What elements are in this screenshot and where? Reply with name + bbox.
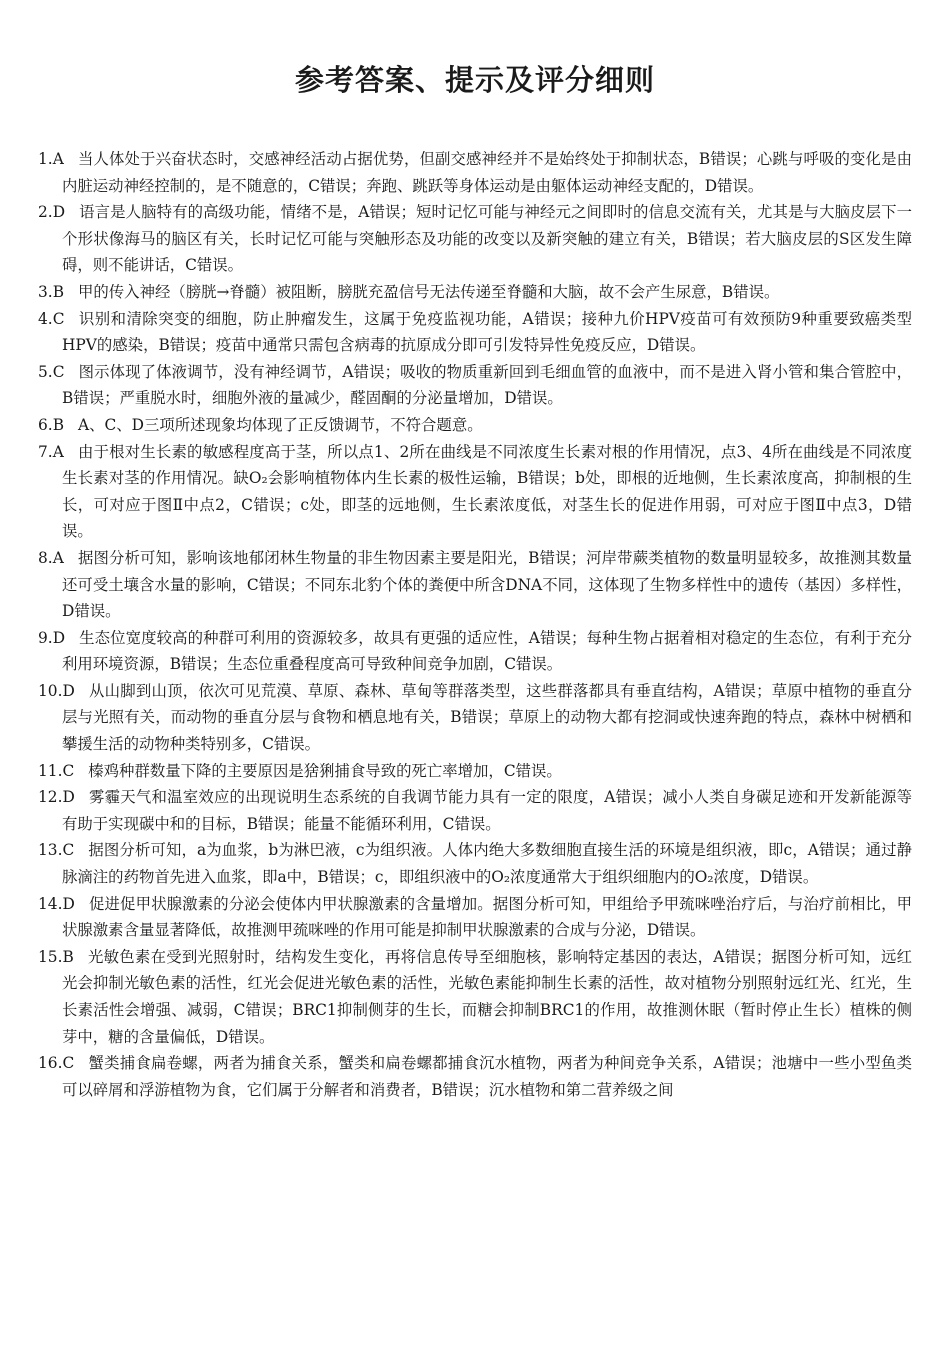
answer-key: D xyxy=(52,628,66,647)
explanation: 生态位宽度较高的种群可利用的资源较多，故具有更强的适应性，A错误；每种生物占据着相对稳定的生态位，有利于充分利用环境资源，B错误；生态位重叠程度高可导致种间竞争加剧，C错误。 xyxy=(62,628,912,674)
answer-key: D xyxy=(52,203,66,222)
answer-item-16 xyxy=(38,1050,912,1103)
item-number: 8. xyxy=(38,548,53,567)
answer-item-5 xyxy=(38,359,912,412)
explanation: 由于根对生长素的敏感程度高于茎，所以点1、2所在曲线是不同浓度生长素对根的作用情况，点3、4所在曲线是不同浓度生长素对茎的作用情况。缺O₂会影响植物体内生长素的极性运输，B错误；b处，即根的近地侧，生长素浓度高，抑制根的生长，可对应于图Ⅱ中点2，C错误；c处，即茎的远地侧，生长素浓度低，对茎生长的促进作用弱，可对应于图Ⅱ中点3，D错误。 xyxy=(62,442,912,541)
explanation: 语言是人脑特有的高级功能，情绪不是，A错误；短时记忆可能与神经元之间即时的信息交流有关，尤其是与大脑皮层下一个形状像海马的脑区有关，长时记忆可能与突触形态及功能的改变以及新突触的建立有关，B错误；若大脑皮层的S区发生障碍，则不能讲话，C错误。 xyxy=(62,203,912,275)
item-number: 10. xyxy=(38,681,63,700)
answer-item-8 xyxy=(38,545,912,625)
explanation: 光敏色素在受到光照射时，结构发生变化，再将信息传导至细胞核，影响特定基因的表达，A错误；据图分析可知，远红光会抑制光敏色素的活性，红光会促进光敏色素的活性，光敏色素能抑制生长素的活性，故对植物分别照射远红光、红光，生长素活性会增强、减弱，C错误；BRC1抑制侧芽的生长，而糖会抑制BRC1的作用，故推测休眠（暂时停止生长）植株的侧芽中，糖的含量偏低，D错误。 xyxy=(62,947,912,1046)
answer-key: C xyxy=(52,309,65,328)
item-number: 6. xyxy=(38,415,53,434)
item-number: 15. xyxy=(38,947,63,966)
answer-key: D xyxy=(62,788,75,807)
explanation: 图示体现了体液调节，没有神经调节，A错误；吸收的物质重新回到毛细血管的血液中，而不是进入肾小管和集合管腔中，B错误；严重脱水时，细胞外液的量减少，醛固酮的分泌量增加，D错误。 xyxy=(62,362,912,408)
item-number: 9. xyxy=(38,628,53,647)
item-number: 3. xyxy=(38,282,53,301)
answer-item-6 xyxy=(38,412,912,439)
answer-item-14 xyxy=(38,891,912,944)
explanation: 识别和清除突变的细胞，防止肿瘤发生，这属于免疫监视功能，A错误；接种九价HPV疫苗可有效预防9种重要致癌类型HPV的感染，B错误；疫苗中通常只需包含病毒的抗原成分即可引发特异性免疫反应，D错误。 xyxy=(62,309,912,355)
answer-key: A xyxy=(52,150,64,168)
answer-item-9 xyxy=(38,625,912,678)
explanation: A、C、D三项所述现象均体现了正反馈调节，不符合题意。 xyxy=(78,415,483,434)
explanation: 甲的传入神经（膀胱→脊髓）被阻断，膀胱充盈信号无法传递至脊髓和大脑，故不会产生尿意，B错误。 xyxy=(78,282,780,301)
answer-item-10 xyxy=(38,678,912,758)
item-number: 2. xyxy=(38,203,53,222)
answer-key: C xyxy=(62,761,75,780)
answer-key: B xyxy=(52,415,64,434)
answer-item-4 xyxy=(38,306,912,359)
answer-key: A xyxy=(52,442,64,461)
explanation: 榛鸡种群数量下降的主要原因是猞猁捕食导致的死亡率增加，C错误。 xyxy=(88,761,562,780)
answer-key: D xyxy=(62,894,75,913)
answer-item-3 xyxy=(38,279,912,306)
item-number: 7. xyxy=(38,442,53,461)
answer-key: C xyxy=(62,841,75,860)
answer-key: B xyxy=(62,947,74,966)
item-number: 16. xyxy=(38,1054,63,1073)
answer-item-2 xyxy=(38,199,912,279)
explanation: 当人体处于兴奋状态时，交感神经活动占据优势，但副交感神经并不是始终处于抑制状态，B错误；心跳与呼吸的变化是由内脏运动神经控制的，是不随意的，C错误；奔跑、跳跃等身体运动是由躯体运动神经支配的，D错误。 xyxy=(62,150,912,195)
answer-key: A xyxy=(52,548,64,567)
item-number: 14. xyxy=(38,894,63,913)
answer-key: D xyxy=(62,681,75,700)
answer-list xyxy=(38,146,912,1103)
explanation: 从山脚到山顶，依次可见荒漠、草原、森林、草甸等群落类型，这些群落都具有垂直结构，A错误；草原中植物的垂直分层与光照有关，而动物的垂直分层与食物和栖息地有关，B错误；草原上的动物大都有挖洞或快速奔跑的特点，森林中树栖和攀援生活的动物种类特别多，C错误。 xyxy=(62,681,912,754)
answer-key: B xyxy=(52,282,64,301)
answer-item-15 xyxy=(38,944,912,1050)
explanation: 据图分析可知，a为血浆，b为淋巴液，c为组织液。人体内绝大多数细胞直接生活的环境是组织液，即c，A错误；通过静脉滴注的药物首先进入血浆，即a中，B错误；c，即组织液中的O₂浓度通常大于组织细胞内的O₂浓度，D错误。 xyxy=(62,841,912,887)
answer-item-12 xyxy=(38,784,912,837)
answer-key: C xyxy=(62,1054,75,1073)
item-number: 5. xyxy=(38,362,53,381)
answer-item-7 xyxy=(38,439,912,545)
item-number: 4. xyxy=(38,309,53,328)
explanation: 促进促甲状腺激素的分泌会使体内甲状腺激素的含量增加。据图分析可知，甲组给予甲巯咪唑治疗后，与治疗前相比，甲状腺激素含量显著降低，故推测甲巯咪唑的作用可能是抑制甲状腺激素的合成与分泌，D错误。 xyxy=(62,894,912,940)
explanation: 雾霾天气和温室效应的出现说明生态系统的自我调节能力具有一定的限度，A错误；减小人类自身碳足迹和开发新能源等有助于实现碳中和的目标，B错误；能量不能循环利用，C错误。 xyxy=(62,788,912,833)
answer-key: C xyxy=(52,362,65,381)
answer-item-13 xyxy=(38,837,912,890)
item-number: 13. xyxy=(38,841,63,860)
explanation: 据图分析可知，影响该地郁闭林生物量的非生物因素主要是阳光，B错误；河岸带蕨类植物的数量明显较多，故推测其数量还可受土壤含水量的影响，C错误；不同东北豹个体的粪便中所含DNA不同，这体现了生物多样性中的遗传（基因）多样性，D错误。 xyxy=(62,548,912,621)
item-number: 12. xyxy=(38,788,63,807)
explanation: 蟹类捕食扁卷螺，两者为捕食关系，蟹类和扁卷螺都捕食沉水植物，两者为种间竞争关系，A错误；池塘中一些小型鱼类可以碎屑和浮游植物为食，它们属于分解者和消费者，B错误；沉水植物和第二营养级之间 xyxy=(62,1054,912,1099)
answer-item-11 xyxy=(38,758,912,785)
item-number: 11. xyxy=(38,761,63,780)
page-title: 参考答案、提示及评分细则 xyxy=(294,63,655,97)
answer-item-1 xyxy=(38,146,912,199)
item-number: 1. xyxy=(38,150,53,168)
